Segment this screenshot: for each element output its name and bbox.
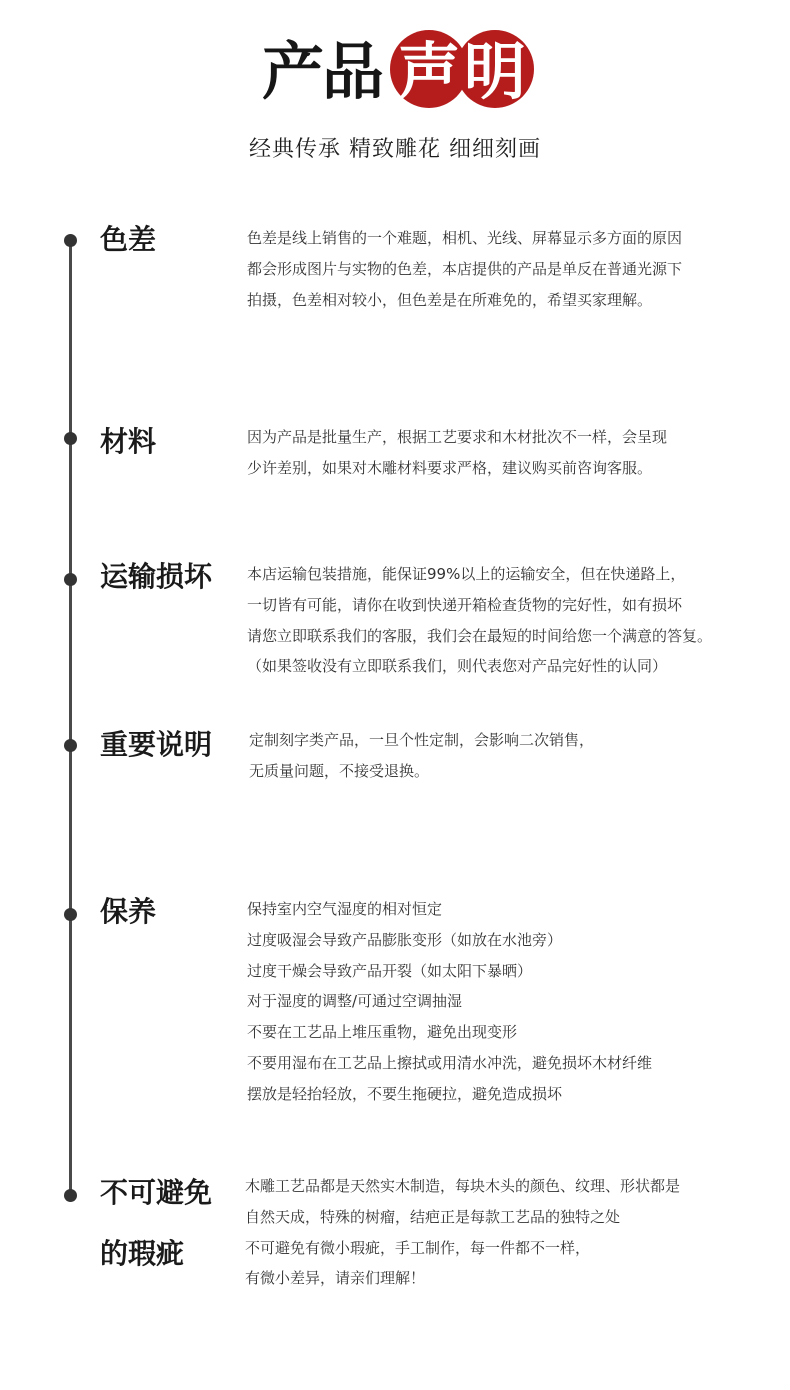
section-text-color-difference (247, 223, 782, 315)
timeline-line (69, 238, 72, 1196)
section-heading-maintenance: 保养 (100, 895, 157, 928)
section-text-flaws (245, 1171, 780, 1294)
timeline-dot (64, 1189, 77, 1202)
title-plain-text: 产品 (262, 35, 383, 108)
text-line: （如果签收没有立即联系我们，则代表您对产品完好性的认同） (247, 657, 668, 676)
text-line: 过度吸湿会导致产品膨胀变形（如放在水池旁） (247, 930, 563, 949)
text-line: 摆放是轻抬轻放，不要生拖硬拉，避免造成损坏 (247, 1084, 563, 1103)
section-heading-color-difference: 色差 (100, 223, 157, 256)
timeline-dot (64, 908, 77, 921)
timeline-dot (64, 739, 77, 752)
text-line: 保持室内空气湿度的相对恒定 (247, 900, 443, 918)
section-text-material (247, 422, 782, 484)
section-text-maintenance (247, 894, 782, 1110)
text-line: 请您立即联系我们的客服，我们会在最短的时间给您一个满意的答复。 (247, 626, 713, 645)
section-text-shipping-damage (247, 559, 782, 682)
title-highlight-text: 声明 (398, 35, 531, 108)
section-heading-shipping-damage: 运输损坏 (100, 560, 213, 593)
text-line: 因为产品是批量生产，根据工艺要求和木材批次不一样，会呈现 (247, 428, 668, 446)
text-line: 不可避免有微小瑕疵，手工制作，每一件都不一样， (245, 1238, 591, 1257)
text-line: 对于湿度的调整/可通过空调抽湿 (247, 992, 463, 1011)
text-line: 拍摄，色差相对较小，但色差是在所难免的，希望买家理解。 (247, 290, 653, 309)
text-line: 木雕工艺品都是天然实木制造，每块木头的颜色、纹理、形状都是 (245, 1177, 681, 1195)
timeline-dot (64, 234, 77, 247)
section-heading-flaws-line1: 不可避免 (100, 1176, 213, 1209)
text-line: 一切皆有可能，请你在收到快递开箱检查货物的完好性，如有损坏 (247, 595, 683, 614)
text-line: 少许差别，如果对木雕材料要求严格，建议购买前咨询客服。 (247, 458, 653, 477)
text-line: 无质量问题，不接受退换。 (249, 761, 430, 780)
text-line: 不要用湿布在工艺品上擦拭或用清水冲洗，避免损坏木材纤维 (247, 1053, 653, 1072)
section-heading-material: 材料 (100, 425, 157, 458)
text-line: 过度干燥会导致产品开裂（如太阳下暴晒） (247, 961, 533, 980)
text-line: 自然天成，特殊的树瘤，结疤正是每款工艺品的独特之处 (245, 1207, 621, 1226)
page-subtitle: 经典传承 精致雕花 细细刻画 (249, 137, 541, 162)
timeline-dot (64, 573, 77, 586)
text-line: 不要在工艺品上堆压重物，避免出现变形 (247, 1023, 518, 1042)
text-line: 色差是线上销售的一个难题，相机、光线、屏幕显示多方面的原因 (247, 229, 683, 247)
page-title (0, 30, 790, 120)
section-text-important-note (249, 725, 784, 787)
text-line: 本店运输包装措施，能保证99%以上的运输安全，但在快递路上， (247, 565, 686, 583)
section-heading-important-note: 重要说明 (100, 728, 213, 761)
text-line: 有微小差异，请亲们理解！ (245, 1269, 426, 1288)
text-line: 都会形成图片与实物的色差，本店提供的产品是单反在普通光源下 (247, 259, 683, 278)
section-heading-flaws-line2: 的瑕疵 (100, 1237, 185, 1270)
timeline-dot (64, 432, 77, 445)
text-line: 定制刻字类产品，一旦个性定制，会影响二次销售， (249, 731, 595, 749)
